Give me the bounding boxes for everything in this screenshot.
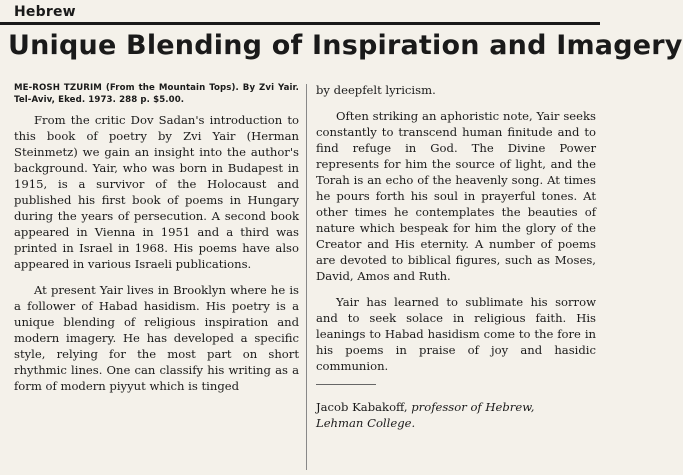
paragraph: Yair has learned to sublimate his sorrow and to seek solace in religious faith. His leanings to Habad hasidism come to the fore in his poems in praise of joy and hasidic communion. — [316, 295, 596, 373]
top-rule — [0, 22, 600, 25]
paragraph: At present Yair lives in Brooklyn where he is a follower of Habad hasidism. His poetry is a unique blending of religious inspiration and modern imagery. He has developed a specific style, relying for the most part on short rhythmic lines. One can classify his writing as a form of modern piyyut which is tinged — [14, 283, 299, 393]
headline: Unique Blending of Inspiration and Imagery — [8, 30, 683, 61]
reviewer-signature — [316, 399, 596, 431]
signature-rule — [316, 384, 376, 385]
paragraph: From the critic Dov Sadan's introduction to this book of poetry by Zvi Yair (Herman Steinmetz) we gain an insight into the author's background. Yair, who was born in Budapest in 1915, is a survivor of the Holocaust and published his first book of poems in Hungary during the years of persecution. A second book appeared in Vienna in 1951 and a third was printed in Israel in 1968. His poems have also appeared in various Israeli publications. — [14, 113, 299, 271]
reviewer-role: professor of Hebrew, — [411, 400, 535, 414]
section-label: Hebrew — [14, 4, 76, 20]
reviewer-name: Jacob Kabakoff, — [316, 400, 408, 414]
right-column — [316, 82, 596, 431]
left-column — [14, 82, 299, 404]
paragraph: Often striking an aphoristic note, Yair seeks constantly to transcend human finitude and to find refuge in God. The Divine Power represents for him the source of light, and the Torah is an echo of the heavenly song. At times he pours forth his soul in prayerful tones. At other times he contemplates the beauties of nature which bespeak for him the glory of the Creator and His eternity. A number of poems are devoted to biblical figures, such as Moses, David, Amos and Ruth. — [316, 109, 596, 283]
book-citation: ME-ROSH TZURIM (From the Mountain Tops). By Zvi Yair. Tel-Aviv, Eked. 1973. 288 p. $5.00. — [14, 83, 299, 105]
paragraph-continuation: by deepfelt lyricism. — [316, 83, 436, 97]
reviewer-affiliation: Lehman College. — [316, 416, 416, 430]
column-divider — [306, 84, 307, 470]
